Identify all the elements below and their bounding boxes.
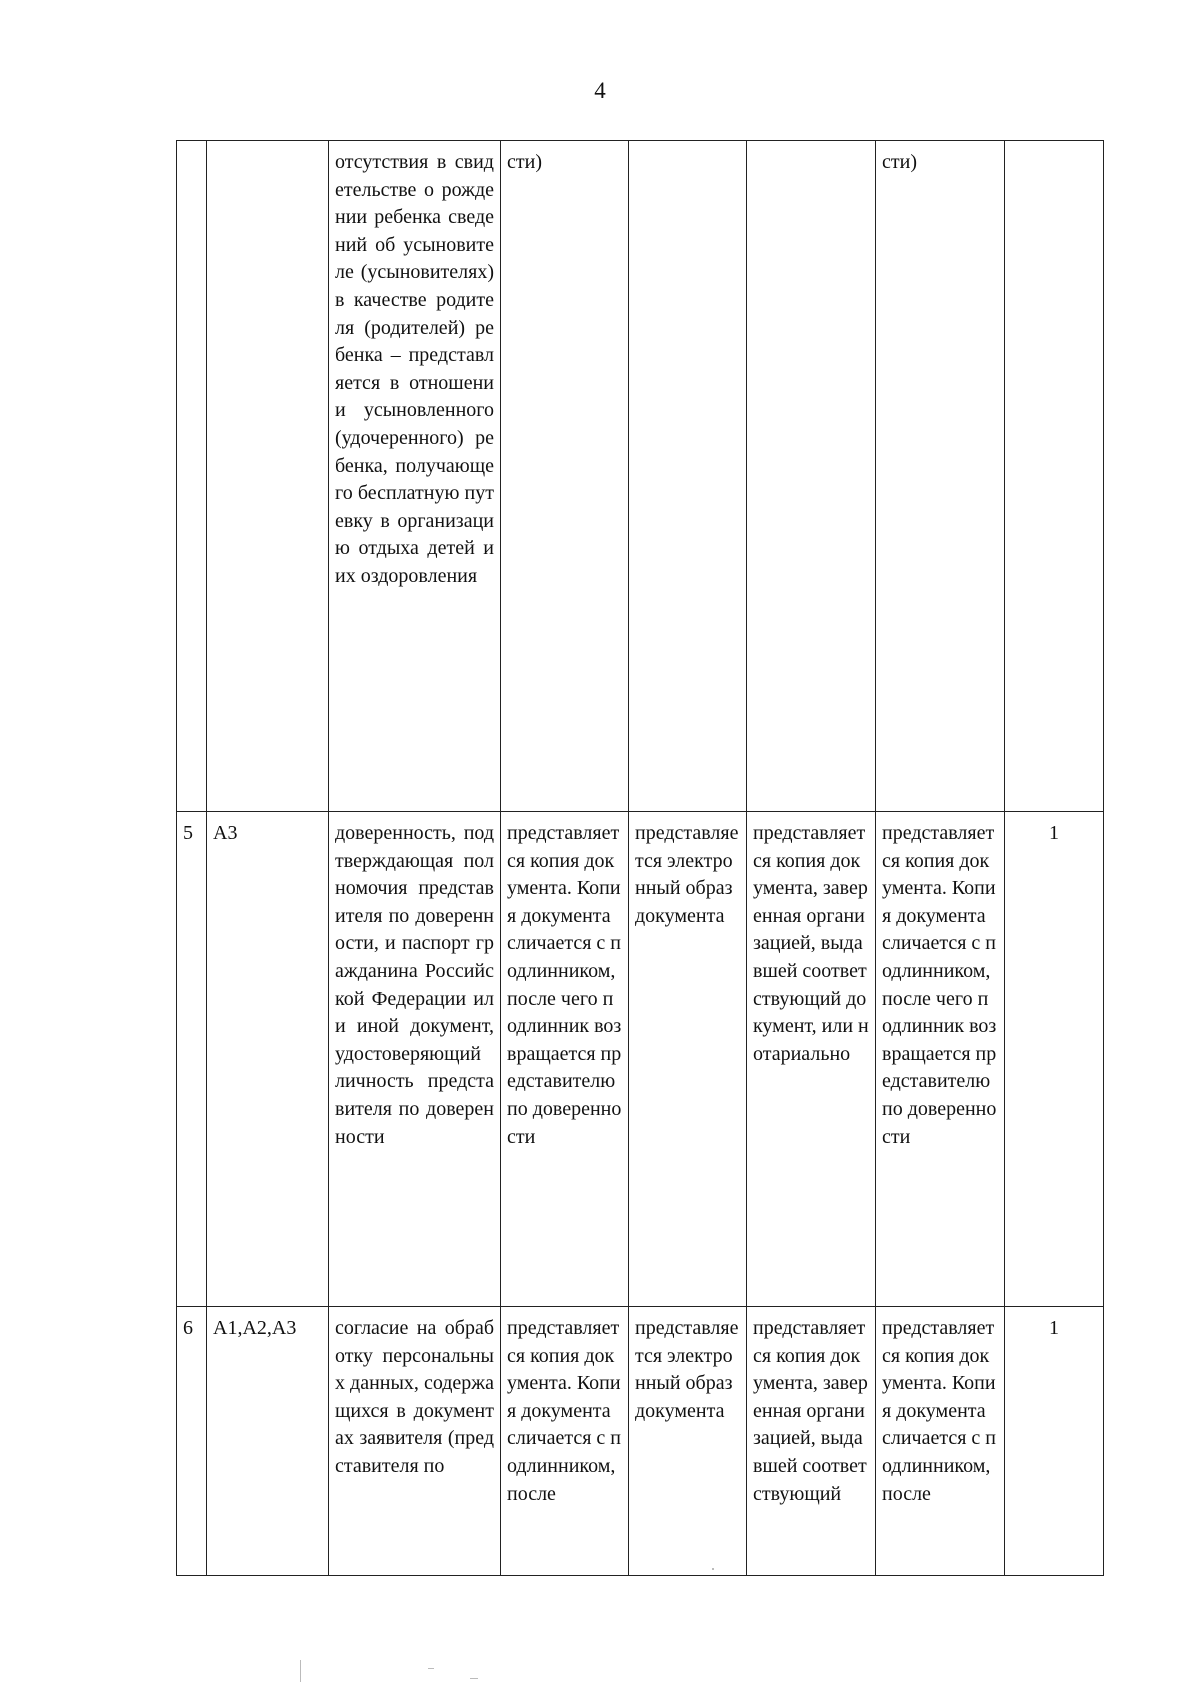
count-cell bbox=[1005, 141, 1104, 812]
applicant-category-cell bbox=[207, 141, 329, 812]
document-name-cell: доверенность, подтверждающая полномочия представителя по доверенности, и паспорт гражданина Российской Федерации или иной документ, удостоверяющий личность представителя по доверенности bbox=[329, 812, 501, 1307]
electronic-submission-cell: представляется электронный образ документа bbox=[629, 812, 747, 1307]
scan-artifact bbox=[428, 1668, 434, 1669]
scan-artifact bbox=[712, 1568, 714, 1570]
scan-artifact bbox=[470, 1678, 478, 1679]
applicant-category-cell: А3 bbox=[207, 812, 329, 1307]
document-name-cell: согласие на обработку персональных данных, содержащихся в документах заявителя (представителя по bbox=[329, 1307, 501, 1576]
mfc-submission-cell: представляется копия документа. Копия документа сличается с подлинником, после чего подлинник возвращается представителю по доверенности bbox=[876, 812, 1005, 1307]
page-number: 4 bbox=[594, 78, 606, 103]
count-cell: 1 bbox=[1005, 812, 1104, 1307]
document-name-cell: отсутствия в свидетельстве о рождении ребенка сведений об усыновителе (усыновителях) в качестве родителя (родителей) ребенка – представляется в отношении усыновленного (удочеренного) ребенка, получающего бесплатную путевку в организацию отдыха детей и их оздоровления bbox=[329, 141, 501, 812]
applicant-category-cell: А1,А2,А3 bbox=[207, 1307, 329, 1576]
table-row bbox=[177, 141, 1104, 812]
table-row bbox=[177, 812, 1104, 1307]
row-number-cell bbox=[177, 141, 207, 812]
in-person-submission-cell: представляется копия документа. Копия документа сличается с подлинником, после bbox=[501, 1307, 629, 1576]
row-number-cell: 6 bbox=[177, 1307, 207, 1576]
electronic-submission-cell bbox=[629, 141, 747, 812]
mfc-submission-cell: представляется копия документа. Копия документа сличается с подлинником, после bbox=[876, 1307, 1005, 1576]
in-person-submission-cell: представляется копия документа. Копия документа сличается с подлинником, после чего подлинник возвращается представителю по доверенности bbox=[501, 812, 629, 1307]
table-row bbox=[177, 1307, 1104, 1576]
documents-table bbox=[176, 140, 1104, 1576]
mail-submission-cell: представляется копия документа, заверенная организацией, выдавшей соответствующий bbox=[747, 1307, 876, 1576]
electronic-submission-cell: представляется электронный образ документа bbox=[629, 1307, 747, 1576]
mfc-submission-cell: сти) bbox=[876, 141, 1005, 812]
mail-submission-cell bbox=[747, 141, 876, 812]
row-number-cell: 5 bbox=[177, 812, 207, 1307]
scan-artifact bbox=[300, 1660, 301, 1682]
mail-submission-cell: представляется копия документа, заверенная организацией, выдавшей соответствующий документ, или нотариально bbox=[747, 812, 876, 1307]
count-cell: 1 bbox=[1005, 1307, 1104, 1576]
in-person-submission-cell: сти) bbox=[501, 141, 629, 812]
